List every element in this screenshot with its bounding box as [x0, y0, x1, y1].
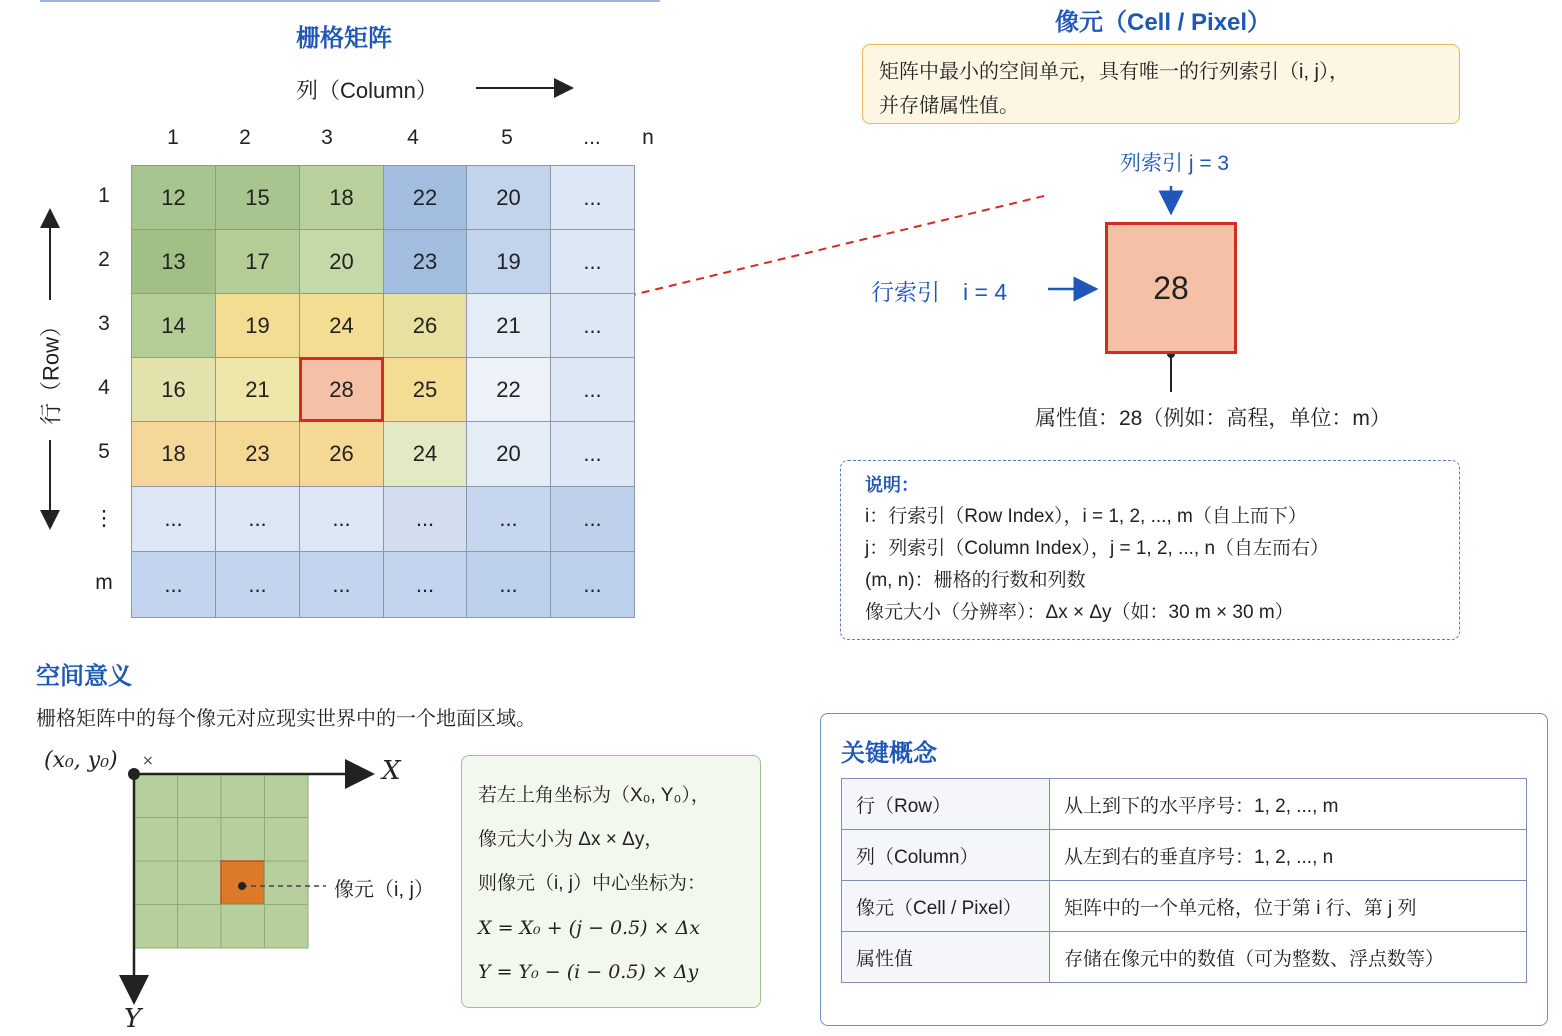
- matrix-cell: ...: [550, 357, 635, 422]
- pixel-definition-line2: 并存储属性值。: [879, 95, 1019, 117]
- matrix-cell: ...: [550, 421, 635, 487]
- term-cell: 像元（Cell / Pixel）: [842, 881, 1050, 932]
- matrix-title: 栅格矩阵: [296, 25, 392, 52]
- formula-x: X = X₀ + (j − 0.5) × Δx: [478, 917, 701, 939]
- row-header: 3: [98, 312, 110, 335]
- matrix-cell: 15: [215, 165, 300, 230]
- matrix-cell: 26: [299, 421, 384, 487]
- note-line-column-index: j：列索引（Column Index），j = 1, 2, ..., n（自左而右）: [865, 538, 1330, 559]
- pixel-cell-zoom: 28: [1105, 222, 1237, 354]
- matrix-cell: 14: [131, 293, 216, 358]
- matrix-cell: ...: [131, 486, 216, 552]
- column-header: 4: [407, 126, 419, 149]
- pixel-center-dot: [238, 882, 246, 890]
- row-header: 1: [98, 184, 110, 207]
- matrix-cell: ...: [383, 551, 467, 618]
- geo-cell: [265, 774, 309, 818]
- key-concepts-title: 关键概念: [841, 740, 937, 767]
- matrix-cell: 26: [383, 293, 467, 358]
- desc-cell: 从左到右的垂直序号：1, 2, ..., n: [1050, 830, 1527, 881]
- geo-grid: [134, 774, 308, 948]
- note-line-dimensions: (m, n)：栅格的行数和列数: [865, 570, 1086, 591]
- origin-mark: ×: [142, 753, 154, 769]
- geo-cell: [134, 774, 178, 818]
- spatial-description: 栅格矩阵中的每个像元对应现实世界中的一个地面区域。: [36, 708, 536, 730]
- matrix-cell: 23: [383, 229, 467, 294]
- geo-cell: [265, 905, 309, 949]
- matrix-cell: ...: [550, 551, 635, 618]
- geo-cell: [265, 861, 309, 905]
- column-index-label: 列索引 j = 3: [1120, 152, 1230, 175]
- matrix-cell: 18: [131, 421, 216, 487]
- geo-cell: [134, 861, 178, 905]
- table-row: [842, 881, 1527, 932]
- matrix-cell: 24: [299, 293, 384, 358]
- matrix-cell: 19: [466, 229, 551, 294]
- geo-cell: [221, 905, 265, 949]
- matrix-cell: ...: [299, 486, 384, 552]
- term-cell: 行（Row）: [842, 779, 1050, 830]
- pixel-title: 像元（Cell / Pixel）: [1055, 9, 1272, 36]
- origin-dot: [128, 768, 140, 780]
- row-header: 4: [98, 376, 110, 399]
- geo-cell: [178, 861, 222, 905]
- term-cell: 属性值: [842, 932, 1050, 983]
- matrix-cell: 23: [215, 421, 300, 487]
- x-axis-label: X: [382, 756, 401, 786]
- row-axis-label: 行（Row）: [38, 314, 64, 426]
- matrix-cell: 17: [215, 229, 300, 294]
- geo-cell: [221, 818, 265, 862]
- table-row: [842, 779, 1527, 830]
- matrix-cell: 13: [131, 229, 216, 294]
- matrix-cell: 28: [299, 357, 384, 422]
- geo-cell: [265, 818, 309, 862]
- matrix-cell: 20: [466, 165, 551, 230]
- column-header: n: [642, 126, 654, 149]
- column-header: 3: [321, 126, 333, 149]
- column-axis-label: 列（Column）: [296, 78, 438, 103]
- formula-box: [461, 755, 761, 1008]
- matrix-cell: ...: [383, 486, 467, 552]
- column-header: 2: [239, 126, 251, 149]
- row-header: 2: [98, 248, 110, 271]
- matrix-cell: 18: [299, 165, 384, 230]
- column-header: 5: [501, 126, 513, 149]
- formula-line1: 若左上角坐标为（X₀, Y₀），: [478, 785, 710, 806]
- note-line-row-index: i：行索引（Row Index），i = 1, 2, ..., m（自上而下）: [865, 506, 1307, 527]
- matrix-cell: ...: [299, 551, 384, 618]
- row-header: 5: [98, 440, 110, 463]
- matrix-cell: 21: [466, 293, 551, 358]
- formula-line2: 像元大小为 Δx × Δy，: [478, 829, 664, 850]
- notes-title: 说明：: [865, 475, 919, 495]
- geo-cell: [178, 905, 222, 949]
- origin-label: (x₀, y₀): [44, 748, 118, 773]
- geo-cell: [134, 905, 178, 949]
- geo-cell: [134, 818, 178, 862]
- column-header: ...: [583, 126, 601, 149]
- row-header: m: [95, 571, 113, 594]
- matrix-cell: 20: [466, 421, 551, 487]
- formula-line3: 则像元（i, j）中心坐标为：: [478, 873, 707, 894]
- matrix-cell: ...: [550, 293, 635, 358]
- matrix-cell: ...: [550, 229, 635, 294]
- term-cell: 列（Column）: [842, 830, 1050, 881]
- matrix-cell: 16: [131, 357, 216, 422]
- matrix-cell: ...: [466, 486, 551, 552]
- desc-cell: 从上到下的水平序号：1, 2, ..., m: [1050, 779, 1527, 830]
- matrix-cell: ...: [215, 551, 300, 618]
- matrix-cell: ...: [550, 165, 635, 230]
- matrix-cell: ...: [215, 486, 300, 552]
- formula-y: Y = Y₀ − (i − 0.5) × Δy: [478, 961, 699, 983]
- matrix-cell: ...: [131, 551, 216, 618]
- matrix-cell: ...: [550, 486, 635, 552]
- attribute-value-label: 属性值：28（例如：高程，单位：m）: [1035, 407, 1391, 430]
- desc-cell: 矩阵中的一个单元格，位于第 i 行、第 j 列: [1050, 881, 1527, 932]
- table-row: [842, 932, 1527, 983]
- matrix-cell: 20: [299, 229, 384, 294]
- spatial-title: 空间意义: [36, 663, 132, 690]
- matrix-cell: 12: [131, 165, 216, 230]
- desc-cell: 存储在像元中的数值（可为整数、浮点数等）: [1050, 932, 1527, 983]
- row-header: ⋮: [93, 507, 115, 530]
- geo-cell: [178, 774, 222, 818]
- pixel-definition-line1: 矩阵中最小的空间单元，具有唯一的行列索引（i, j），: [879, 61, 1349, 83]
- matrix-cell: 24: [383, 421, 467, 487]
- table-row: [842, 830, 1527, 881]
- matrix-cell: 25: [383, 357, 467, 422]
- row-index-label: 行索引 i = 4: [871, 279, 1008, 305]
- y-axis-label: Y: [124, 1004, 142, 1034]
- key-concepts-table: [841, 778, 1527, 983]
- column-header: 1: [167, 126, 179, 149]
- matrix-cell: 19: [215, 293, 300, 358]
- matrix-cell: 21: [215, 357, 300, 422]
- geo-cell: [221, 774, 265, 818]
- matrix-cell: 22: [466, 357, 551, 422]
- matrix-cell: ...: [466, 551, 551, 618]
- geo-cell: [178, 818, 222, 862]
- note-line-resolution: 像元大小（分辨率）：Δx × Δy（如：30 m × 30 m）: [865, 602, 1294, 623]
- matrix-cell: 22: [383, 165, 467, 230]
- pixel-label: 像元（i, j）: [334, 879, 434, 901]
